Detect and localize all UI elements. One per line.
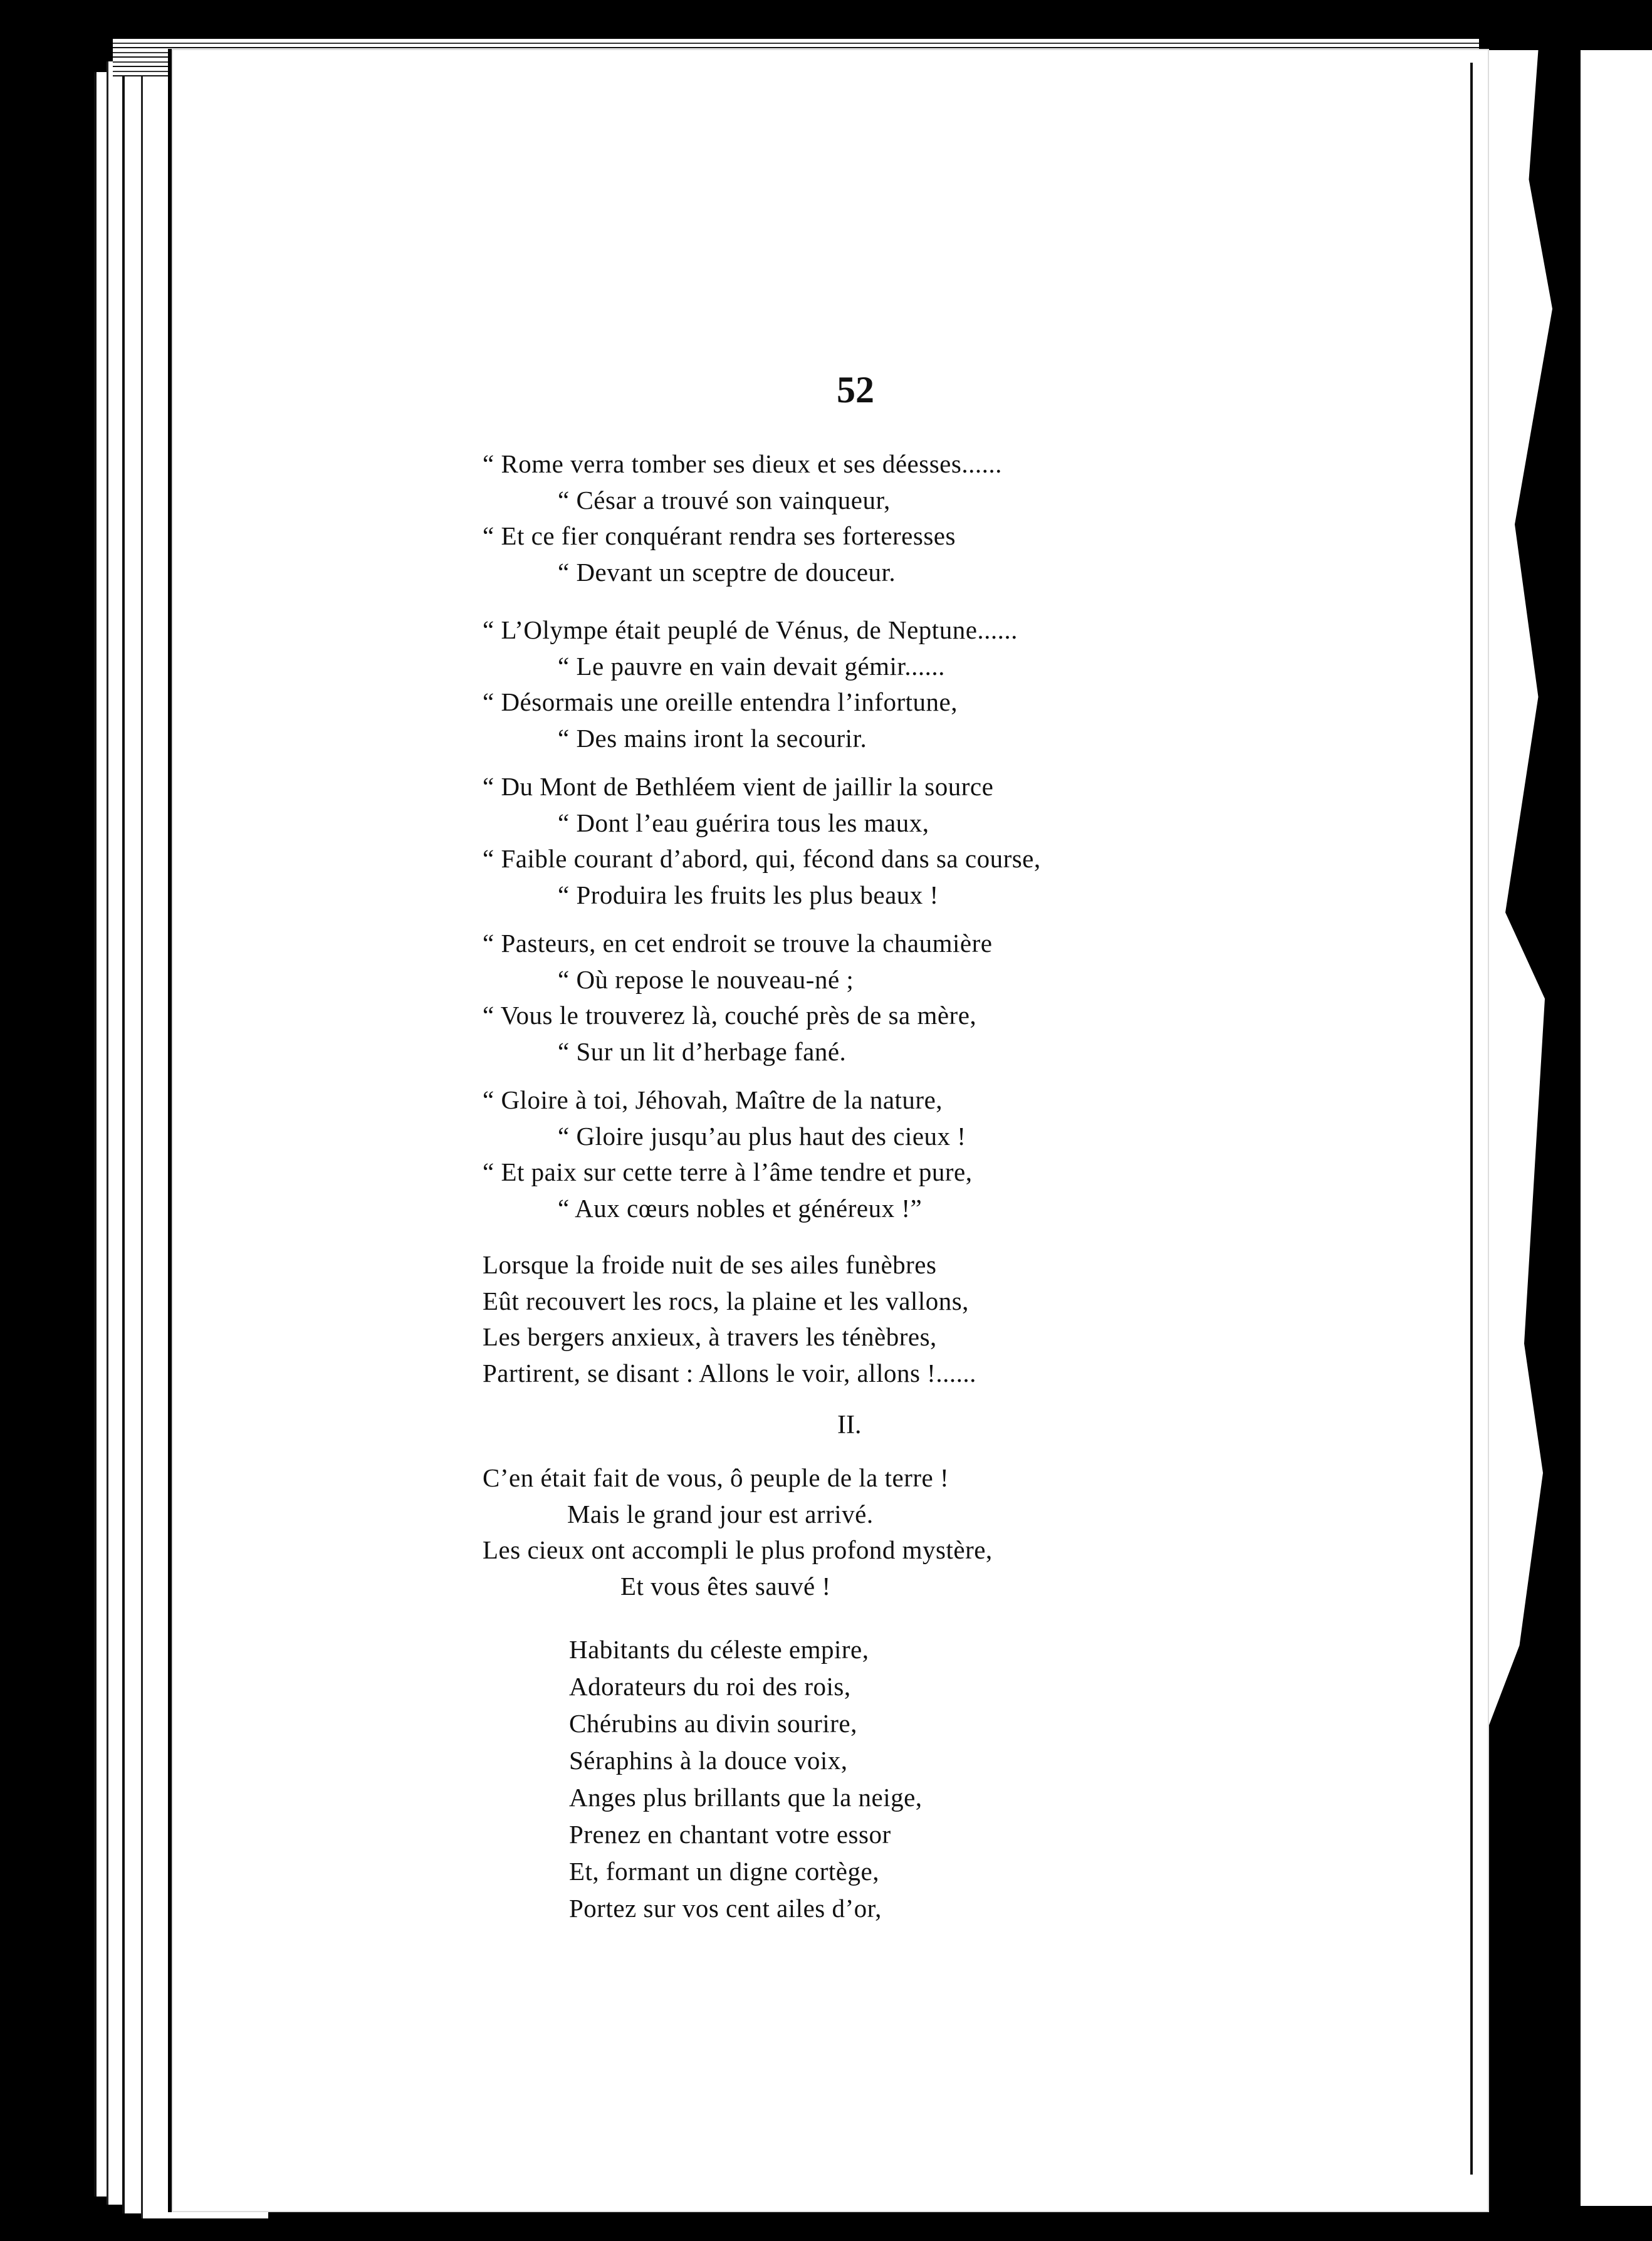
verse-line: Les cieux ont accompli le plus profond mystère, [483, 1535, 993, 1564]
verse-line: “ Et paix sur cette terre à l’âme tendre et pure, [483, 1157, 973, 1186]
verse-line: “ Pasteurs, en cet endroit se trouve la chaumière [483, 929, 993, 958]
verse-line: Et, formant un digne cortège, [569, 1857, 879, 1886]
verse-line: Habitants du céleste empire, [569, 1635, 869, 1664]
verse-line: “ L’Olympe était peuplé de Vénus, de Neptune...... [483, 615, 1018, 644]
stanza-3 [483, 769, 1041, 913]
verse-line: Et vous êtes sauvé ! [620, 1571, 831, 1601]
verse-line: “ Le pauvre en vain devait gémir...... [558, 651, 945, 681]
verse-line: “ Produira les fruits les plus beaux ! [558, 880, 939, 909]
verse-line: C’en était fait de vous, ô peuple de la terre ! [483, 1463, 949, 1492]
verse-line: Partirent, se disant : Allons le voir, allons !...... [483, 1358, 976, 1387]
verse-line: “ Où repose le nouveau-né ; [558, 964, 854, 994]
verse-line: Les bergers anxieux, à travers les ténèbres, [483, 1322, 937, 1351]
verse-line: Prenez en chantant votre essor [569, 1820, 891, 1849]
section-heading: II. [837, 1411, 862, 1439]
verse-line: “ Aux cœurs nobles et généreux !” [558, 1193, 923, 1223]
verse-line: “ Et ce fier conquérant rendra ses forteresses [483, 521, 956, 550]
verse-line: “ Des mains iront la secourir. [558, 723, 867, 753]
stanza-2 [483, 612, 1018, 756]
verse-line: Lorsque la froide nuit de ses ailes funèbres [483, 1250, 937, 1279]
verse-line: “ Désormais une oreille entendra l’infortune, [483, 687, 958, 716]
verse-line: “ Devant un sceptre de douceur. [558, 557, 896, 587]
verse-line: “ Faible courant d’abord, qui, fécond dans sa course, [483, 844, 1041, 873]
verse-line: “ Vous le trouverez là, couché près de sa mère, [483, 1001, 977, 1030]
verse-line: “ Sur un lit d’herbage fané. [558, 1037, 847, 1066]
stanza-1 [483, 446, 1002, 590]
verse-line: Mais le grand jour est arrivé. [567, 1499, 874, 1528]
page-number: 52 [837, 369, 874, 410]
verse-line: “ César a trouvé son vainqueur, [558, 485, 891, 515]
stanza-4 [483, 926, 992, 1070]
verse-line: Chérubins au divin sourire, [569, 1709, 857, 1738]
verse-line: Anges plus brillants que la neige, [569, 1783, 923, 1812]
verse-line: “ Dont l’eau guérira tous les maux, [558, 808, 929, 837]
stanza-section-2-b [569, 1631, 923, 1927]
stanza-6 [483, 1247, 976, 1391]
verse-line: Portez sur vos cent ailes d’or, [569, 1894, 882, 1923]
stanza-5 [483, 1082, 972, 1226]
verse-line: Adorateurs du roi des rois, [569, 1672, 851, 1701]
verse-line: “ Gloire à toi, Jéhovah, Maître de la nature, [483, 1085, 943, 1114]
verse-line: “ Du Mont de Bethléem vient de jaillir la source [483, 772, 994, 801]
verse-line: Eût recouvert les rocs, la plaine et les vallons, [483, 1286, 969, 1315]
verse-line: Séraphins à la douce voix, [569, 1746, 848, 1775]
stanza-section-2-a [483, 1460, 993, 1604]
verse-line: “ Rome verra tomber ses dieux et ses déesses...... [483, 449, 1002, 478]
verse-line: “ Gloire jusqu’au plus haut des cieux ! [558, 1121, 966, 1151]
